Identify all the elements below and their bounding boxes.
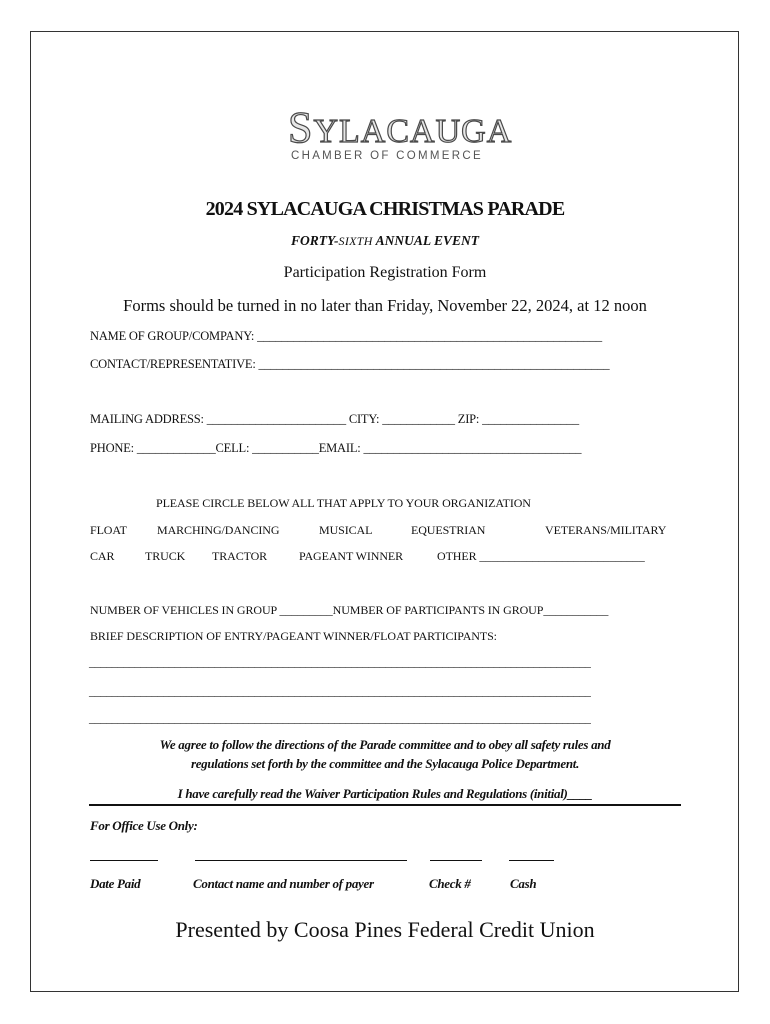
subtitle-part-a: FORTY- <box>291 233 339 248</box>
logo-initial: S <box>288 103 314 152</box>
mailing-address-field[interactable]: MAILING ADDRESS: _______________________ CITY: ____________ ZIP: ________________ <box>90 412 579 426</box>
option-tractor[interactable]: TRACTOR <box>212 549 268 563</box>
description-line-1[interactable]: ________________________________________________________________________________________ <box>89 655 591 669</box>
check-number-line[interactable] <box>430 860 482 861</box>
group-counts-field[interactable]: NUMBER OF VEHICLES IN GROUP _________NUMBER OF PARTICIPANTS IN GROUP___________ <box>90 603 609 617</box>
description-line-2[interactable]: ________________________________________________________________________________________ <box>89 684 591 698</box>
option-float[interactable]: FLOAT <box>90 523 127 537</box>
option-musical[interactable]: MUSICAL <box>319 523 373 537</box>
sponsor-footer: Presented by Coosa Pines Federal Credit Union <box>175 917 595 942</box>
description-line-3[interactable]: ________________________________________________________________________________________ <box>89 711 591 725</box>
event-subtitle <box>0 233 770 249</box>
group-name-field[interactable]: NAME OF GROUP/COMPANY: _________________________________________________________ <box>90 329 602 343</box>
page-title: 2024 SYLACAUGA CHRISTMAS PARADE <box>205 198 565 220</box>
cash-line[interactable] <box>509 860 554 861</box>
page-frame <box>30 31 739 992</box>
waiver-initial-field[interactable]: I have carefully read the Waiver Participation Rules and Regulations (initial)____ <box>177 786 593 801</box>
date-paid-label: Date Paid <box>90 876 141 891</box>
check-number-label: Check # <box>429 876 471 891</box>
option-equestrian[interactable]: EQUESTRIAN <box>411 523 486 537</box>
phone-cell-email-field[interactable]: PHONE: _____________CELL: ___________EMAIL: ____________________________________ <box>90 441 582 455</box>
option-marching-dancing[interactable]: MARCHING/DANCING <box>157 523 280 537</box>
cash-label: Cash <box>510 876 537 891</box>
office-use-heading: For Office Use Only: <box>90 818 198 833</box>
agreement-line-2: regulations set forth by the committee and the Sylacauga Police Department. <box>190 756 580 771</box>
description-label: BRIEF DESCRIPTION OF ENTRY/PAGEANT WINNER/FLOAT PARTICIPANTS: <box>90 629 497 643</box>
circle-instruction: PLEASE CIRCLE BELOW ALL THAT APPLY TO YOUR ORGANIZATION <box>156 496 531 510</box>
option-car[interactable]: CAR <box>90 549 115 563</box>
chamber-logo <box>288 103 513 152</box>
contact-field[interactable]: CONTACT/REPRESENTATIVE: __________________________________________________________ <box>90 357 610 371</box>
date-paid-line[interactable] <box>90 860 158 861</box>
logo-subtitle: CHAMBER OF COMMERCE <box>291 150 483 162</box>
option-veterans-military[interactable]: VETERANS/MILITARY <box>545 523 667 537</box>
option-pageant-winner[interactable]: PAGEANT WINNER <box>299 549 404 563</box>
agreement-line-1: We agree to follow the directions of the Parade committee and to obey all safety rules and <box>159 737 611 752</box>
option-truck[interactable]: TRUCK <box>145 549 186 563</box>
subtitle-part-c: ANNUAL EVENT <box>372 233 479 248</box>
contact-payer-line[interactable] <box>195 860 407 861</box>
section-divider <box>89 804 681 806</box>
subtitle-part-b: SIXTH <box>338 234 373 248</box>
deadline-notice: Forms should be turned in no later than Friday, November 22, 2024, at 12 noon <box>123 296 647 315</box>
logo-name: YLACAUGA <box>313 113 513 150</box>
form-name: Participation Registration Form <box>283 264 487 281</box>
option-other[interactable]: OTHER ____________________________ <box>437 549 645 563</box>
contact-payer-label: Contact name and number of payer <box>193 876 374 891</box>
